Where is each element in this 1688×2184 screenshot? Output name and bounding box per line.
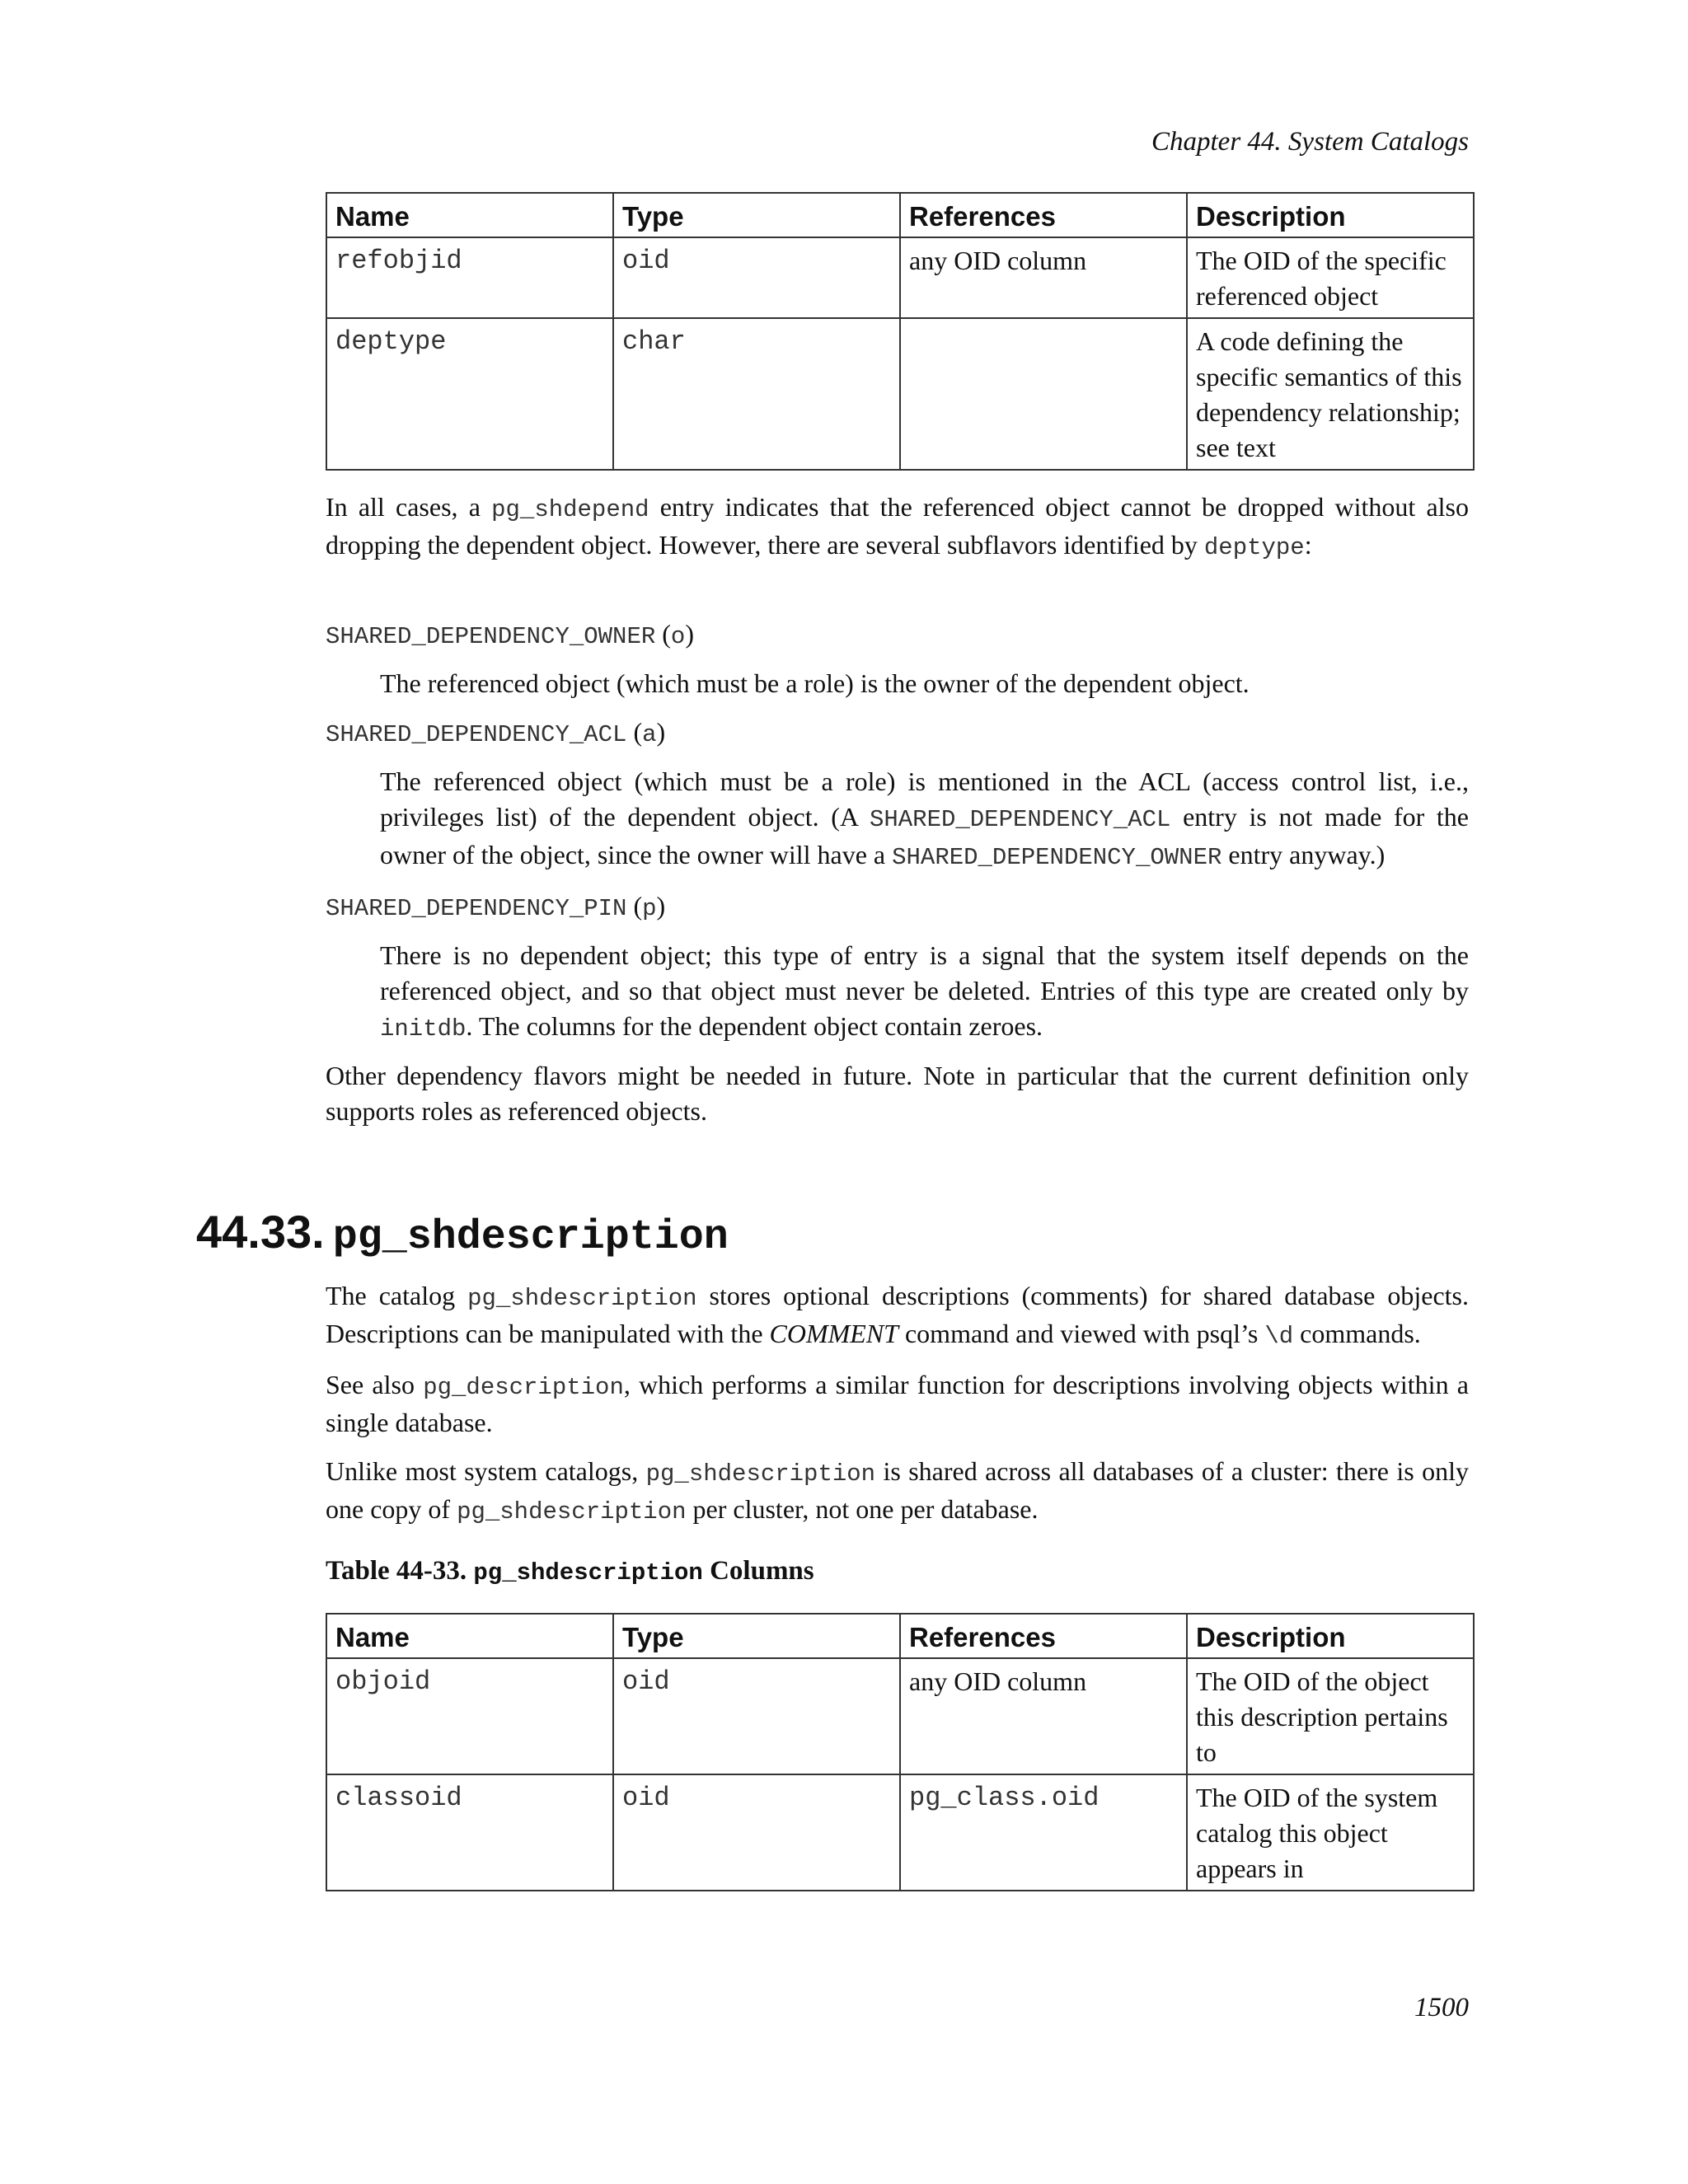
term-pin: SHARED_DEPENDENCY_PIN (p) <box>326 891 666 922</box>
term-code: SHARED_DEPENDENCY_ACL <box>326 721 627 748</box>
col-header-name: Name <box>326 1614 613 1658</box>
cell-references: any OID column <box>900 1658 1187 1774</box>
table-bottom-container <box>326 1613 1469 1891</box>
cell-type: oid <box>613 1774 900 1891</box>
table-row <box>326 318 1474 470</box>
section-number: 44.33. <box>196 1206 325 1258</box>
text-run: : <box>1304 530 1312 560</box>
text-run: commands. <box>1293 1319 1421 1348</box>
col-header-description: Description <box>1187 1614 1474 1658</box>
caption-code: pg_shdescription <box>473 1559 703 1586</box>
table-header-row <box>326 1614 1474 1658</box>
code-run: SHARED_DEPENDENCY_OWNER <box>892 844 1222 871</box>
text-run: Unlike most system catalogs, <box>326 1456 646 1486</box>
cell-type: char <box>613 318 900 470</box>
desc-pin <box>380 938 1469 1047</box>
text-run: See also <box>326 1370 424 1399</box>
cell-name: objoid <box>326 1658 613 1774</box>
section-heading <box>196 1205 729 1261</box>
text-run: In all cases, a <box>326 492 492 522</box>
desc-owner: The referenced object (which must be a role) is the owner of the dependent object. <box>380 668 1250 698</box>
code-deptype: deptype <box>1203 534 1305 561</box>
table-header-row <box>326 193 1474 237</box>
code-run: pg_shdescription <box>645 1460 876 1488</box>
running-header: Chapter 44. System Catalogs <box>1151 127 1469 157</box>
code-run: pg_shdescription <box>467 1285 697 1312</box>
col-header-name: Name <box>326 193 613 237</box>
code-run: \d <box>1264 1323 1294 1350</box>
cell-description: The OID of the object this description pertains to <box>1187 1658 1474 1774</box>
text-run: entry anyway.) <box>1221 840 1386 869</box>
text-run: entry is not made for the owner of the object, since the owner will have a <box>380 802 1470 869</box>
cell-description: A code defining the specific semantics of this dependency relationship; see text <box>1187 318 1474 470</box>
text-run: . The columns for the dependent object contain zeroes. <box>466 1011 1043 1041</box>
text-run: There is no dependent object; this type of entry is a signal that the system itself depends on the referenced object, and so that object must never be deleted. Entries of this type are created only by <box>380 940 1469 1005</box>
col-header-references: References <box>900 1614 1187 1658</box>
term-code: SHARED_DEPENDENCY_PIN <box>326 895 627 922</box>
term-letter: a <box>642 721 657 748</box>
table-row <box>326 237 1474 318</box>
section-body <box>326 1278 1469 1530</box>
cell-name: deptype <box>326 318 613 470</box>
text-run: , which performs a similar function for descriptions involving objects within a single database. <box>326 1370 1470 1437</box>
desc-acl <box>380 764 1469 875</box>
section-name: pg_shdescription <box>332 1214 729 1261</box>
paragraph-shared <box>326 1454 1469 1530</box>
text-run: entry indicates that the referenced object cannot be dropped without also dropping the dependent object. However, there are several subflavors identified by <box>326 492 1470 560</box>
table-row <box>326 1774 1474 1891</box>
cell-references: pg_class.oid <box>900 1774 1187 1891</box>
table-row <box>326 1658 1474 1774</box>
term-letter: o <box>670 623 686 650</box>
cell-references: any OID column <box>900 237 1187 318</box>
col-header-description: Description <box>1187 193 1474 237</box>
code-run: pg_description <box>423 1374 624 1401</box>
other-flavors-note: Other dependency flavors might be needed in future. Note in particular that the current definition only supports roles as referenced objects. <box>326 1061 1469 1126</box>
code-run: SHARED_DEPENDENCY_ACL <box>869 806 1171 833</box>
col-header-type: Type <box>613 193 900 237</box>
cell-type: oid <box>613 237 900 318</box>
table-bottom <box>326 1613 1475 1891</box>
flavor-list <box>326 616 1469 1129</box>
cell-name: refobjid <box>326 237 613 318</box>
text-run: The catalog <box>326 1281 468 1310</box>
paragraph-catalog <box>326 1278 1469 1354</box>
table-caption <box>326 1556 1469 1586</box>
term-owner: SHARED_DEPENDENCY_OWNER (o) <box>326 619 694 650</box>
text-run: per cluster, not one per database. <box>686 1494 1039 1524</box>
intro-block <box>326 490 1469 565</box>
term-letter: p <box>642 895 657 922</box>
text-run: The referenced object (which must be a role) is mentioned in the ACL (access control list, i.e., privileges list) of the dependent object. (A <box>380 766 1469 832</box>
cell-description: The OID of the system catalog this object appears in <box>1187 1774 1474 1891</box>
term-code: SHARED_DEPENDENCY_OWNER <box>326 623 656 650</box>
command-emphasis: COMMENT <box>769 1319 898 1348</box>
text-run: stores optional descriptions (comments) for shared database objects. Descriptions can be manipulated with the <box>326 1281 1469 1348</box>
table-top-container <box>326 192 1469 471</box>
table-top <box>326 192 1475 471</box>
cell-references <box>900 318 1187 470</box>
code-pg-shdepend: pg_shdepend <box>491 496 649 523</box>
cell-description: The OID of the specific referenced object <box>1187 237 1474 318</box>
caption-prefix: Table 44-33. <box>326 1556 474 1586</box>
col-header-references: References <box>900 193 1187 237</box>
cell-name: classoid <box>326 1774 613 1891</box>
cell-type: oid <box>613 1658 900 1774</box>
caption-suffix: Columns <box>702 1556 814 1586</box>
paragraph-see-also <box>326 1367 1469 1441</box>
term-acl: SHARED_DEPENDENCY_ACL (a) <box>326 717 666 748</box>
page-number: 1500 <box>1414 1993 1469 2022</box>
intro-paragraph <box>326 490 1469 565</box>
text-run: is shared across all databases of a cluster: there is only one copy of <box>326 1456 1470 1524</box>
text-run: command and viewed with psql’s <box>898 1319 1265 1348</box>
col-header-type: Type <box>613 1614 900 1658</box>
code-run: pg_shdescription <box>457 1498 687 1526</box>
code-initdb: initdb <box>380 1015 467 1043</box>
